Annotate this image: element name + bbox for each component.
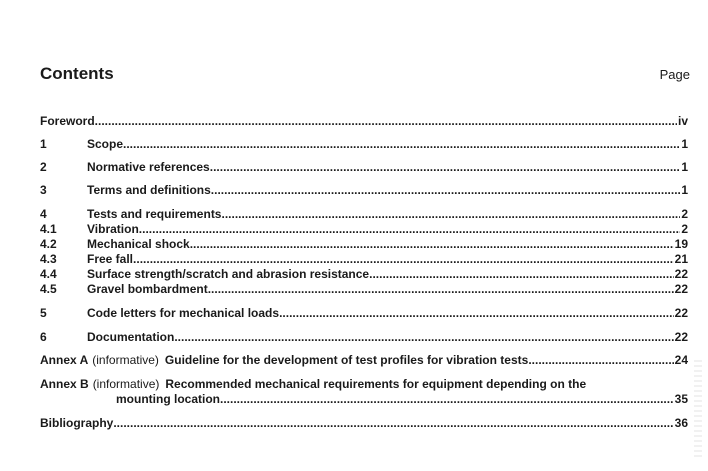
toc-entry-terms-definitions[interactable] — [40, 183, 688, 198]
toc-entry-title: Free fall — [87, 252, 134, 266]
dot-leader — [369, 267, 674, 282]
toc-entry-page: 36 — [674, 416, 688, 430]
toc-entry-title: Foreword — [40, 114, 95, 128]
toc-entry-annex-a[interactable] — [40, 353, 688, 368]
toc-entry-scope[interactable] — [40, 137, 688, 152]
dot-leader — [123, 137, 680, 152]
toc-entry-title: Bibliography — [40, 416, 114, 430]
toc-entry-title: Gravel bombardment — [87, 282, 208, 296]
dot-leader — [190, 237, 674, 252]
dot-leader — [528, 353, 673, 368]
toc-entry-title: Code letters for mechanical loads — [87, 306, 280, 320]
toc-entry-number: 4 — [40, 207, 47, 221]
toc-entry-title: Surface strength/scratch and abrasion resistance — [87, 267, 370, 281]
toc-entry-title: Scope — [87, 137, 124, 151]
annex-qualifier: (informative) — [92, 353, 159, 367]
toc-entry-page: 22 — [674, 267, 688, 281]
toc-entry-page: 22 — [674, 330, 688, 344]
toc-entry-title: Documentation — [87, 330, 175, 344]
annex-label: Annex A — [40, 353, 89, 367]
toc-entry-vibration[interactable] — [40, 222, 688, 237]
toc-entry-title: Vibration — [87, 222, 139, 236]
toc-entry-mechanical-shock[interactable] — [40, 237, 688, 252]
toc-entry-bibliography[interactable] — [40, 416, 688, 431]
toc-entry-title-continued: mounting location — [116, 392, 220, 406]
annex-label: Annex B — [40, 377, 89, 391]
toc-entry-page: 1 — [681, 137, 688, 151]
toc-entry-code-letters[interactable] — [40, 306, 688, 321]
toc-entry-tests-requirements[interactable] — [40, 207, 688, 222]
toc-entry-page: 2 — [681, 222, 688, 236]
toc-entry-page: 22 — [674, 306, 688, 320]
toc-entry-page: 1 — [681, 183, 688, 197]
dot-leader — [220, 392, 674, 407]
toc-entry-number: 1 — [40, 137, 47, 151]
dot-leader — [113, 416, 673, 431]
toc-entry-number: 4.4 — [40, 267, 57, 281]
toc-entry-page: 35 — [674, 392, 688, 406]
toc-entry-normative-references[interactable] — [40, 160, 688, 175]
toc-entry-page: 2 — [681, 207, 688, 221]
toc-entry-documentation[interactable] — [40, 330, 688, 345]
toc-entry-foreword[interactable] — [40, 114, 688, 129]
dot-leader — [139, 222, 681, 237]
toc-entry-annex-b[interactable] — [40, 377, 688, 392]
toc-entry-number: 3 — [40, 183, 47, 197]
toc-entry-page: 22 — [674, 282, 688, 296]
toc-entry-title: Guideline for the development of test profiles for vibration tests — [164, 353, 529, 367]
toc-entry-title: Normative references — [87, 160, 210, 174]
dot-leader — [95, 114, 677, 129]
toc-entry-page: iv — [677, 114, 688, 128]
page-title: Contents — [40, 64, 114, 83]
page-column-label: Page — [659, 67, 690, 82]
toc-entry-free-fall[interactable] — [40, 252, 688, 267]
toc-entry-number: 4.3 — [40, 252, 57, 266]
toc-entry-title: Terms and definitions — [87, 183, 211, 197]
toc-entry-number: 6 — [40, 330, 47, 344]
toc-entry-title: Tests and requirements — [87, 207, 222, 221]
contents-header — [40, 64, 690, 86]
toc-entry-page: 19 — [674, 237, 688, 251]
faint-watermark — [694, 360, 702, 460]
toc-entry-title: Mechanical shock — [87, 237, 190, 251]
dot-leader — [208, 282, 674, 297]
toc-entry-number: 2 — [40, 160, 47, 174]
annex-qualifier: (informative) — [92, 377, 160, 391]
dot-leader — [279, 306, 674, 321]
toc-entry-surface-strength[interactable] — [40, 267, 688, 282]
dot-leader — [210, 160, 681, 175]
toc-entry-number: 4.2 — [40, 237, 57, 251]
toc-entry-annex-b-continued[interactable] — [40, 392, 688, 407]
toc-entry-page: 24 — [674, 353, 688, 367]
dot-leader — [133, 252, 674, 267]
toc-entry-number: 4.1 — [40, 222, 57, 236]
toc-entry-number: 4.5 — [40, 282, 57, 296]
toc-entry-page: 1 — [681, 160, 688, 174]
toc-entry-gravel-bombardment[interactable] — [40, 282, 688, 297]
dot-leader — [221, 207, 680, 222]
toc-entry-title: Recommended mechanical requirements for equipment depending on the — [165, 377, 587, 391]
toc-entry-page: 21 — [674, 252, 688, 266]
dot-leader — [174, 330, 673, 345]
dot-leader — [211, 183, 681, 198]
toc-entry-number: 5 — [40, 306, 47, 320]
